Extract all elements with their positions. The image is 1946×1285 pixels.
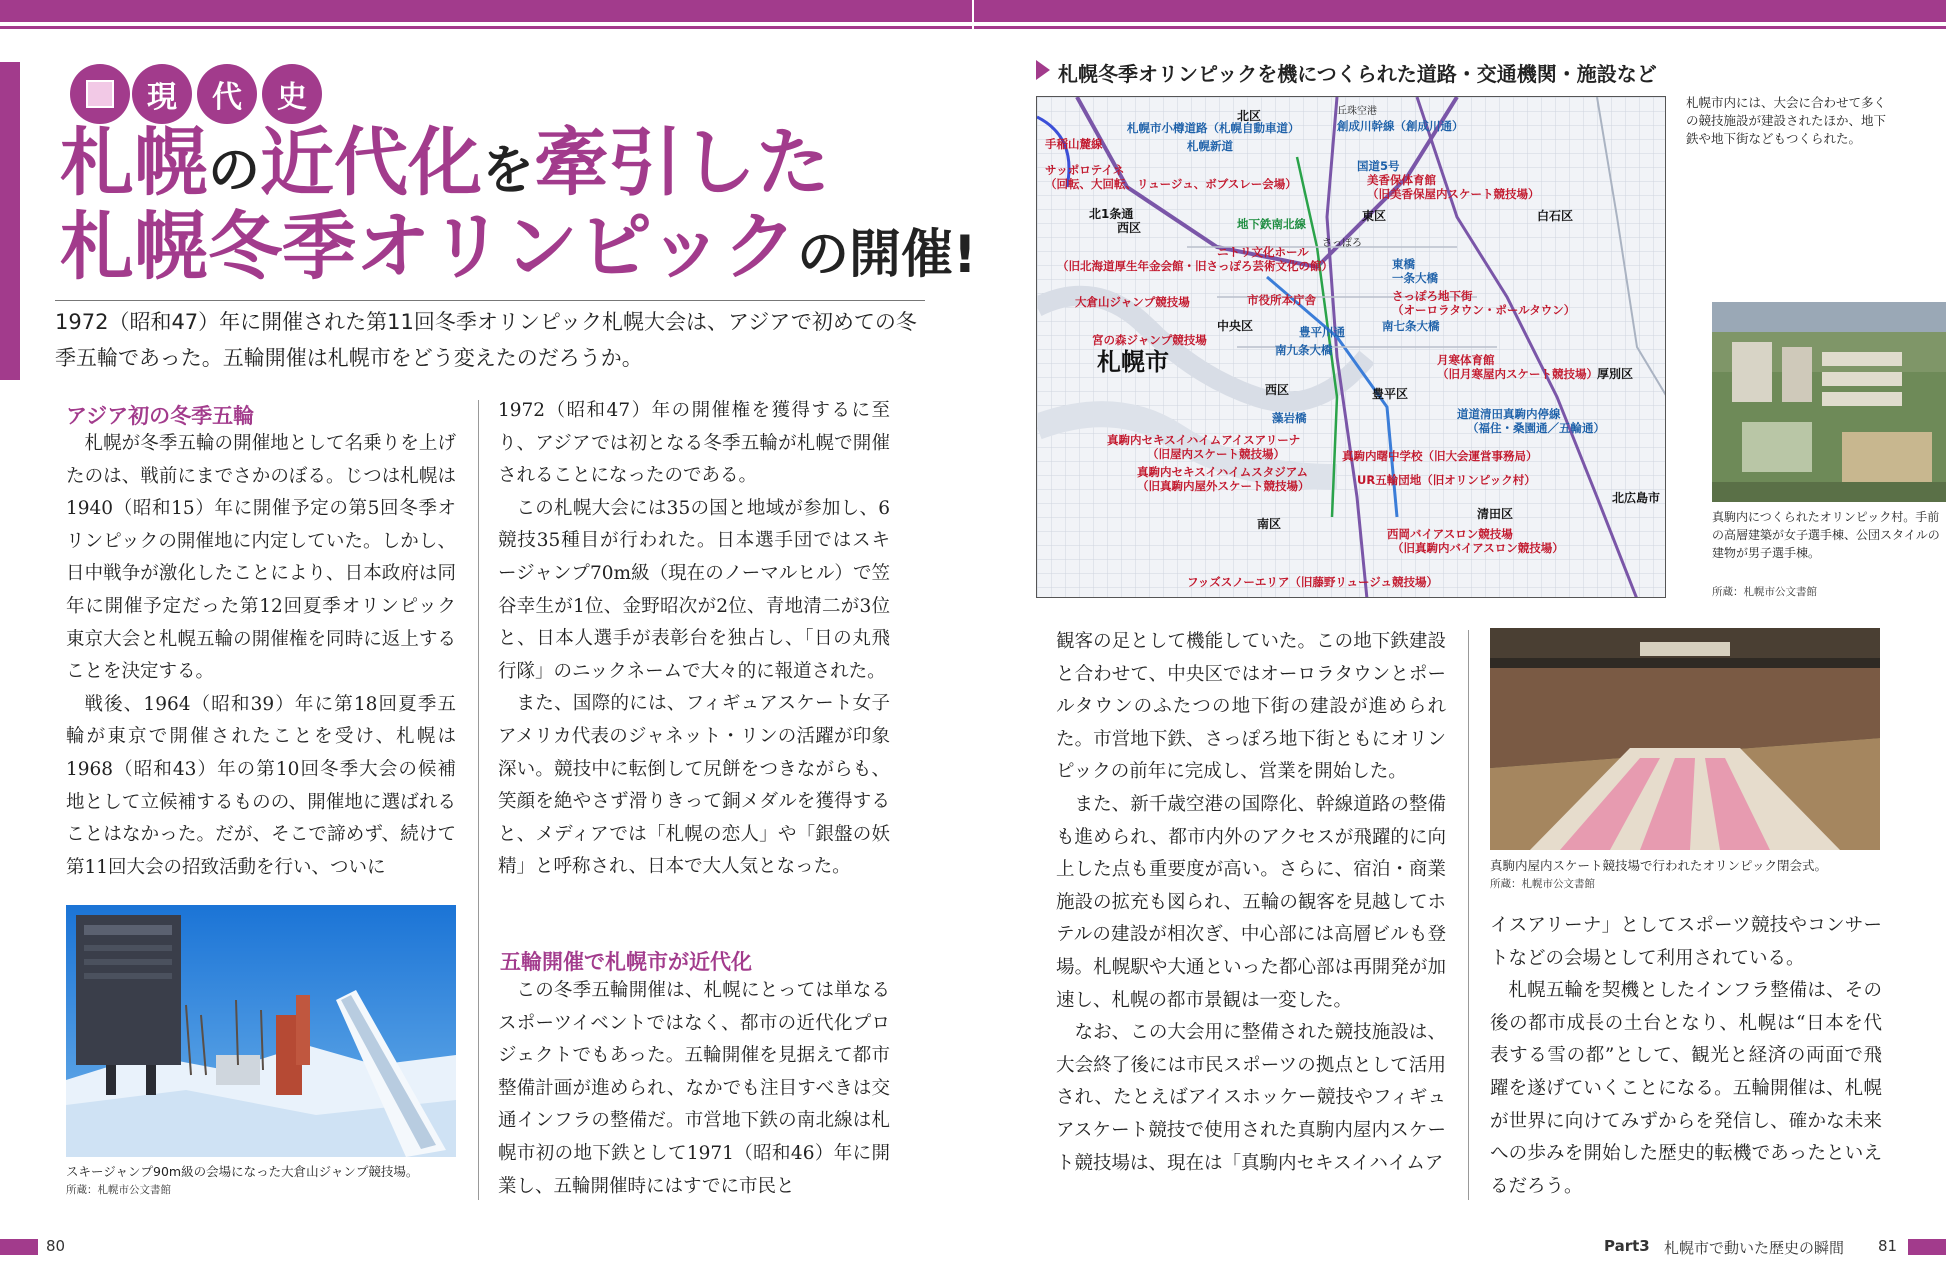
map-label-tsukisamu-detail: （旧月寒屋内スケート競技場） xyxy=(1437,367,1598,381)
body-paragraph: 札幌五輪を契機としたインフラ整備は、その後の都市成長の土台となり、札幌は“日本を代表する雪の都”として、観光と経済の両面で飛躍を遂げていくことになる。五輪開催は、札幌が世界に向けてみずからを発信し、確かな未来への歩みを開始した歴史的転機であったといえるだろう。 xyxy=(1490,980,1882,1197)
map-label-higashi-bashi: 東橋 xyxy=(1392,257,1415,271)
square-icon xyxy=(86,80,114,108)
map-label-higashi-ku: 東区 xyxy=(1362,209,1387,223)
map-label-nitori-hall: ニトリ文化ホール xyxy=(1217,245,1309,259)
footer-accent-left xyxy=(0,1239,38,1255)
section-badge-char-2: 代 xyxy=(197,64,257,124)
map-label-akebono-school: 真駒内曙中学校（旧大会運営事務局） xyxy=(1342,449,1538,463)
map-label-soseigawa: 創成川幹線（創成川通） xyxy=(1337,119,1464,133)
title-segment: 牽引した xyxy=(534,120,831,206)
section-badge-char-1: 現 xyxy=(132,64,192,124)
map-label-makomanai-arena: 真駒内セキスイハイムアイスアリーナ xyxy=(1107,433,1301,447)
map-label-mikaho: 美香保体育館 xyxy=(1367,173,1436,187)
body-paragraph: イスアリーナ」としてスポーツ競技やコンサートなどの会場として利用されている。 xyxy=(1490,915,1882,969)
map-label-tsukisamu: 月寒体育館 xyxy=(1437,353,1495,367)
page-number-left: 80 xyxy=(46,1237,66,1255)
map-label-namboku-line: 地下鉄南北線 xyxy=(1237,217,1306,231)
map-label-mikaho-detail: （旧美香保屋内スケート競技場） xyxy=(1367,187,1540,201)
page-title-line-1 xyxy=(60,120,831,206)
title-segment: 札幌冬季オリンピック xyxy=(60,204,798,290)
olympic-village-image xyxy=(1712,302,1946,502)
map-label-ur-gorin: UR五輪団地（旧オリンピック村） xyxy=(1357,473,1536,487)
body-paragraph: この冬季五輪開催は、札幌にとっては単なるスポーツイベントではなく、都市の近代化プロジェクトでもあった。五輪開催を見据えて都市整備計画が進められ、なかでも注目すべきは交通インフラの整備だ。市営地下鉄の南北線は札幌市初の地下鉄として1971（昭和46）年に開業し、五輪開催時にはすでに市民と xyxy=(498,980,890,1197)
body-paragraph: 観客の足として機能していた。この地下鉄建設と合わせて、中央区ではオーロラタウンとポールタウンのふたつの地下街の建設が進められた。市営地下鉄、さっぽろ地下街ともにオリンピックの前年に完成し、営業を開始した。 xyxy=(1056,631,1446,783)
map-label-shiroishi-ku: 白石区 xyxy=(1537,209,1574,223)
olympic-village-photo xyxy=(1712,302,1946,502)
left-column-1-text xyxy=(66,428,456,884)
footer-accent-right xyxy=(1908,1239,1946,1255)
map-label-chikagai: さっぽろ地下街 xyxy=(1392,289,1473,303)
map-note: 札幌市内には、大会に合わせて多くの競技施設が建設されたほか、地下鉄や地下街などもつくられた。 xyxy=(1686,95,1887,146)
map-label-minami7jo: 南七条大橋 xyxy=(1382,319,1440,333)
map-label-nishi-ku: 西区 xyxy=(1265,383,1290,397)
map-label-city-hall: 市役所本庁舎 xyxy=(1247,293,1316,307)
map-label-route-5: 国道5号 xyxy=(1357,159,1400,173)
map-label-toyohiragawa-dori: 豊平川通 xyxy=(1299,325,1345,339)
body-paragraph: また、国際的には、フィギュアスケート女子アメリカ代表のジャネット・リンの活躍が印象深い。競技中に転倒して尻餅をつきながらも、笑顔を絶やさず滑りきって銅メダルを獲得すると、メディアでは「札幌の恋人」や「銀盤の妖精」と呼称され、日本で大人気となった。 xyxy=(498,693,890,878)
map-label-makomanai-stadium-detail: （旧真駒内屋外スケート競技場） xyxy=(1137,479,1310,493)
map-title-arrow-icon xyxy=(1036,60,1050,80)
map-label-nishi-ku-small: 西区 xyxy=(1117,221,1142,235)
left-column-2-text-b xyxy=(498,975,890,1203)
column-rule-right xyxy=(1468,630,1469,1200)
map-label-sapporo-city: 札幌市 xyxy=(1097,348,1169,376)
map-label-okadama: 丘珠空港 xyxy=(1337,106,1377,117)
section-heading-asia: アジア初の冬季五輪 xyxy=(66,404,255,428)
ski-jump-credit: 所蔵：札幌市公文書館 xyxy=(66,1184,171,1196)
section-badge-char-3: 史 xyxy=(262,64,322,124)
map-label-kitahiroshima: 北広島市 xyxy=(1612,491,1661,505)
lead-paragraph: 1972（昭和47）年に開催された第11回冬季オリンピック札幌大会は、アジアで初めての冬季五輪であった。五輪開催は札幌市をどう変えたのだろうか。 xyxy=(55,310,917,370)
map-label-miyanomori: 宮の森ジャンプ競技場 xyxy=(1092,333,1207,347)
map-label-kita-ku: 北区 xyxy=(1237,109,1262,123)
map-label-kiyota-ku: 清田区 xyxy=(1477,507,1514,521)
body-paragraph: この札幌大会には35の国と地域が参加し、6競技35種目が行われた。日本選手団ではスキージャンプ70m級（現在のノーマルヒル）で笠谷幸生が1位、金野昭次が2位、青地清二が3位と、日本人選手が表彰台を独占し、「日の丸飛行隊」のニックネームで大々的に報道された。 xyxy=(498,497,890,682)
map-label-chikagai-detail: （オーロラタウン・ポールタウン） xyxy=(1392,303,1576,317)
footer-part-label: Part3 xyxy=(1604,1237,1650,1255)
title-segment: の開催! xyxy=(797,225,977,285)
map-label-sapporo-shindo: 札幌新道 xyxy=(1187,139,1233,153)
map-label-otaru-road: 札幌市小樽道路（札幌自動車道） xyxy=(1127,121,1300,135)
map-label-teine: サッポロテイネ xyxy=(1045,163,1125,177)
map-label-ichijo-ohashi: 一条大橋 xyxy=(1392,271,1438,285)
map-label-chuo-ku: 中央区 xyxy=(1217,319,1254,333)
map-label-minami9jo: 南九条大橋 xyxy=(1275,343,1333,357)
map-label-fuzz-snow: フッズスノーエリア（旧藤野リュージュ競技場） xyxy=(1187,575,1439,589)
sapporo-map xyxy=(1036,96,1666,598)
ski-jump-image xyxy=(66,905,456,1157)
body-paragraph: なお、この大会用に整備された競技施設は、大会終了後には市民スポーツの拠点として活用され、たとえばアイスホッケー競技やフィギュアスケート競技で使用された真駒内屋内スケート競技場は、現在は「真駒内セキスイハイムア xyxy=(1056,1022,1446,1174)
ski-jump-caption: スキージャンプ90m級の会場になった大倉山ジャンプ競技場。 xyxy=(66,1164,419,1179)
ski-jump-photo xyxy=(66,905,456,1157)
map-label-makomanai-stadium: 真駒内セキスイハイムスタジアム xyxy=(1137,465,1309,479)
page-number-right: 81 xyxy=(1878,1237,1898,1255)
map-title: 札幌冬季オリンピックを機につくられた道路・交通機関・施設など xyxy=(1058,62,1657,86)
map-label-nishioka: 西岡バイアスロン競技場 xyxy=(1387,527,1513,541)
section-heading-modernization: 五輪開催で札幌市が近代化 xyxy=(500,950,752,974)
title-divider xyxy=(55,300,925,301)
map-label-teine-road: 手稲山麓線 xyxy=(1045,137,1103,151)
body-paragraph: また、新千歳空港の国際化、幹線道路の整備も進められ、都市内外のアクセスが飛躍的に向上した点も重要度が高い。さらに、宿泊・商業施設の拡充も図られ、五輪の観客を見越してホテルの建設が相次ぎ、中心部には高層ビルも登場。札幌駅や大通といった都心部は再開発が加速し、札幌の都市景観は一変した。 xyxy=(1056,793,1446,1011)
closing-ceremony-credit: 所蔵：札幌市公文書館 xyxy=(1490,878,1595,890)
closing-ceremony-caption: 真駒内屋内スケート競技場で行われたオリンピック閉会式。 xyxy=(1490,858,1828,873)
map-label-okurayama: 大倉山ジャンプ競技場 xyxy=(1075,295,1190,309)
body-paragraph: 1972（昭和47）年の開催権を獲得するに至り、アジアでは初となる冬季五輪が札幌で開催されることになったのである。 xyxy=(498,400,890,487)
page-title-line-2 xyxy=(60,204,977,290)
title-segment: を xyxy=(482,141,535,201)
map-label-teine-detail: （回転、大回転、リュージュ、ボブスレー会場） xyxy=(1045,177,1297,191)
map-label-kiyota-road-detail: （福住・桑園通／五輪通） xyxy=(1467,421,1605,435)
olympic-village-credit: 所蔵：札幌市公文書館 xyxy=(1712,586,1817,598)
right-column-1-text xyxy=(1056,626,1446,1180)
map-label-minami-ku: 南区 xyxy=(1257,517,1282,531)
left-column-2-text xyxy=(498,395,890,884)
title-segment: 近代化 xyxy=(260,120,483,206)
column-rule-left xyxy=(478,400,479,1200)
map-label-nitori-detail: （旧北海道厚生年金会館・旧さっぽろ芸術文化の館） xyxy=(1057,259,1333,273)
body-paragraph: 札幌が冬季五輪の開催地として名乗りを上げたのは、戦前にまでさかのぼる。じつは札幌は1940（昭和15）年に開催予定の第5回冬季オリンピックの開催地に内定していた。しかし、日中戦争が激化したことにより、日本政府は同年に開催予定だった第12回夏季オリンピック東京大会と札幌五輪の開催権を同時に返上することを決定する。 xyxy=(66,433,456,683)
map-label-sapporo-station: さっぽろ xyxy=(1322,238,1362,249)
title-segment: の xyxy=(208,141,261,201)
body-paragraph: 戦後、1964（昭和39）年に第18回夏季五輪が東京で開催されたことを受け、札幌は1968（昭和43）年の第10回冬季大会の候補地として立候補するものの、開催地に選ばれることはなかった。だが、そこで諦めず、続けて第11回大会の招致活動を行い、ついに xyxy=(66,693,456,878)
left-accent-sidebar xyxy=(0,62,20,380)
title-segment: 札幌 xyxy=(60,120,208,206)
right-column-2-text xyxy=(1490,910,1882,1203)
map-label-toyohira-ku: 豊平区 xyxy=(1372,387,1409,401)
page-gutter xyxy=(972,0,974,30)
olympic-village-caption: 真駒内につくられたオリンピック村。手前の高層建築が女子選手棟、公団スタイルの建物が男子選手棟。 xyxy=(1712,510,1940,560)
closing-ceremony-image xyxy=(1490,628,1880,850)
map-label-atsubetsu-ku: 厚別区 xyxy=(1597,367,1634,381)
map-label-makomanai-arena-detail: （旧屋内スケート競技場） xyxy=(1147,447,1285,461)
map-label-moiwa-bashi: 藻岩橋 xyxy=(1272,411,1307,425)
map-label-kita1jo: 北1条通 xyxy=(1089,207,1134,221)
closing-ceremony-photo xyxy=(1490,628,1880,850)
map-label-kiyota-road: 道道清田真駒内停線 xyxy=(1457,407,1561,421)
map-label-nishioka-detail: （旧真駒内バイアスロン競技場） xyxy=(1392,541,1564,555)
footer-chapter-title: 札幌市で動いた歴史の瞬間 xyxy=(1664,1239,1845,1257)
